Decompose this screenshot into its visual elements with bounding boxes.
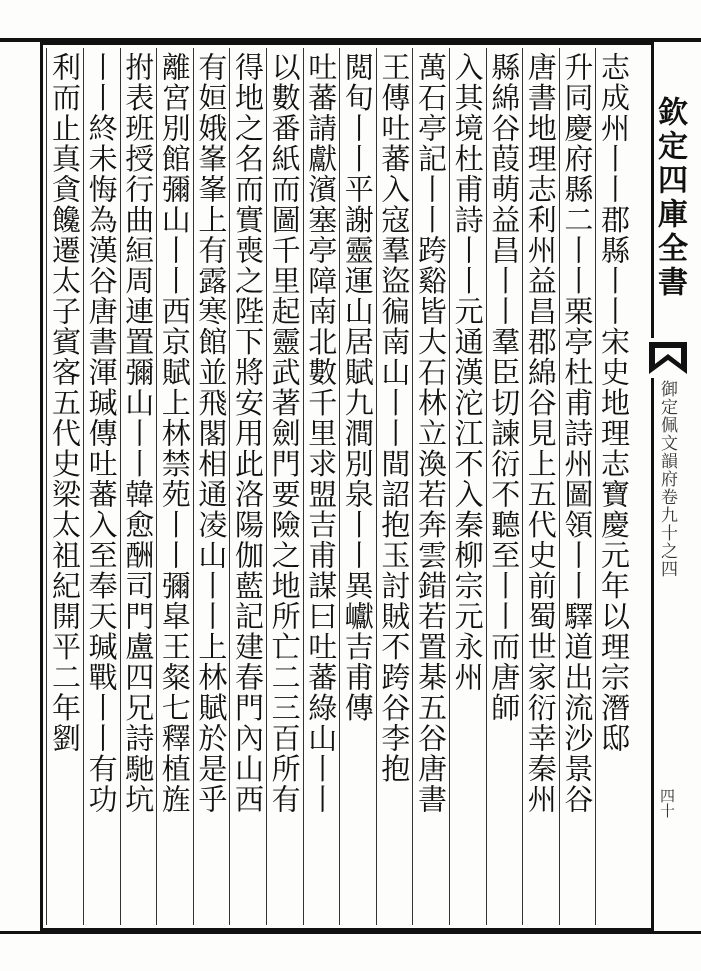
column-rule bbox=[522, 48, 523, 925]
book-title: 欽定四庫全書 bbox=[652, 96, 687, 300]
text-column: 唐書地理志利州益昌郡綿谷見上五代史前蜀世家衍幸秦州 bbox=[523, 52, 558, 815]
text-column: 入其境杜甫詩丨丨元通漢沱江不入秦柳宗元永州 bbox=[450, 52, 485, 693]
text-column: 得地之名而實喪之陛下將安用此洛陽伽藍記建春門內山西 bbox=[230, 52, 265, 815]
volume-meta: 御定佩文韻府卷九十之四 bbox=[657, 380, 677, 578]
column-rule bbox=[486, 48, 487, 925]
text-column: 利而止真貪饞遷太子賓客五代史梁太祖紀開平二年劉 bbox=[47, 52, 82, 754]
column-rule bbox=[303, 48, 304, 925]
column-rule bbox=[156, 48, 157, 925]
text-column: 有姮娥峯峯上有露寒館並飛閣相通凌山丨丨上林賦於是乎 bbox=[194, 52, 229, 815]
column-rule bbox=[120, 48, 121, 925]
column-rule bbox=[83, 48, 84, 925]
text-column: 志成州丨丨郡縣丨丨宋史地理志寶慶元年以理宗潛邸 bbox=[596, 52, 631, 754]
column-rule bbox=[229, 48, 230, 925]
column-rule bbox=[449, 48, 450, 925]
page-margin-header bbox=[645, 40, 691, 940]
text-column: 縣綿谷葭萌益昌丨丨羣臣切諫衍不聽至丨丨而唐師 bbox=[487, 52, 522, 723]
text-column: 離宮別館彌山丨丨西京賦上林禁苑丨丨彌皐王粲七釋植旌 bbox=[157, 52, 192, 815]
text-column: 以數番紙而圖千里起靈武著劍門要險之地所亡二三百所有 bbox=[267, 52, 302, 815]
column-rule bbox=[193, 48, 194, 925]
column-rule bbox=[46, 48, 47, 925]
text-column: 升同慶府縣二丨丨栗亭杜甫詩州圖領丨丨驛道出流沙景谷 bbox=[560, 52, 595, 815]
fishtail-mark-icon bbox=[645, 338, 691, 378]
column-rule bbox=[376, 48, 377, 925]
column-rule bbox=[559, 48, 560, 925]
text-column: 萬石亭記丨丨跨谿皆大石林立渙若奔雲錯若置棊五谷唐書 bbox=[413, 52, 448, 815]
bottom-border bbox=[0, 931, 701, 934]
text-column: 吐蕃請獻濱塞亭障南北數千里求盟吉甫謀曰吐蕃綠山丨丨 bbox=[304, 52, 339, 815]
text-column: 王傳吐蕃入寇羣盜徧南山丨丨間詔抱玉討賊不跨谷李抱 bbox=[377, 52, 412, 784]
column-rule bbox=[266, 48, 267, 925]
column-rule bbox=[339, 48, 340, 925]
text-column: 拊表班授行曲絙周連置彌山丨丨韓愈酬司門盧四兄詩馳坑 bbox=[121, 52, 156, 815]
column-rule bbox=[412, 48, 413, 925]
page-number: 四十 bbox=[658, 788, 676, 818]
text-column: 丨丨終未悔為漢谷唐書渾瑊傳吐蕃入至奉天瑊戰丨丨有功 bbox=[84, 52, 119, 815]
column-rule bbox=[595, 48, 596, 925]
text-column: 閲旬丨丨平謝靈運山居賦九澗別泉丨丨異巘吉甫傳 bbox=[340, 52, 375, 723]
